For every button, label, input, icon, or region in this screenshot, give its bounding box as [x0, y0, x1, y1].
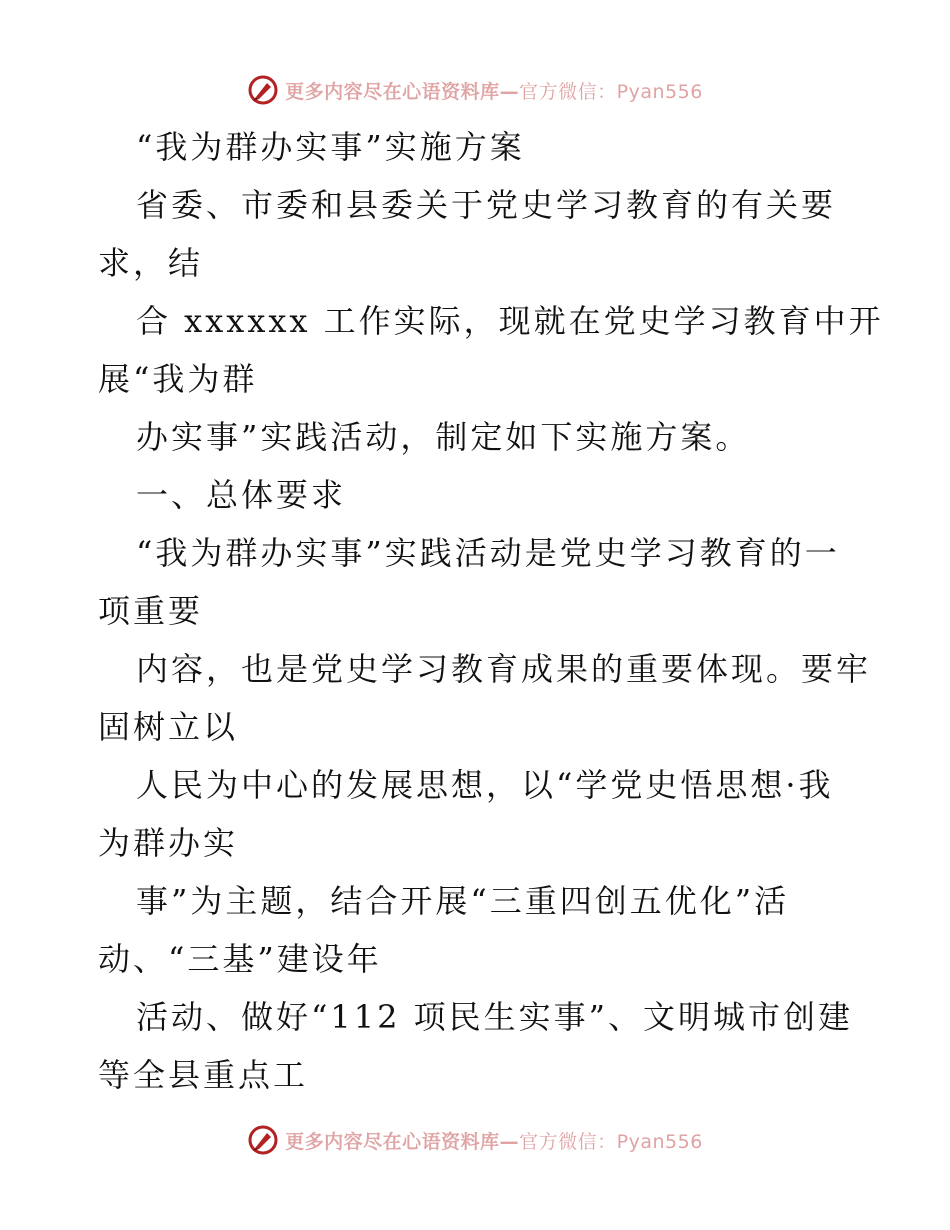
document-line: 合 xxxxxx 工作实际，现就在党史学习教育中开 — [136, 302, 884, 340]
document-line: 活动、做好“112 项民生实事”、文明城市创建 — [136, 998, 853, 1036]
pen-nib-circle-icon — [247, 74, 279, 106]
document-line: 求，结 — [98, 244, 204, 282]
document-line: 动、“三基”建设年 — [98, 940, 382, 978]
document-line: “我为群办实事”实施方案 — [136, 128, 525, 166]
watermark-text: 更多内容尽在心语资料库—官方微信：Pyan556 — [285, 80, 703, 103]
watermark-text: 更多内容尽在心语资料库—官方微信：Pyan556 — [285, 1130, 703, 1153]
document-line: 事”为主题，结合开展“三重四创五优化”活 — [136, 882, 790, 920]
document-line: 等全县重点工 — [98, 1056, 309, 1094]
document-line: 展“我为群 — [98, 360, 258, 398]
document-body — [98, 118, 884, 1104]
footer-watermark-banner — [0, 1120, 950, 1160]
document-line: 省委、市委和县委关于党史学习教育的有关要 — [136, 186, 837, 224]
document-line: 一、总体要求 — [136, 476, 347, 514]
document-line: “我为群办实事”实践活动是党史学习教育的一 — [136, 534, 840, 572]
document-line: 人民为中心的发展思想，以“学党史悟思想·我 — [136, 766, 834, 804]
document-line: 办实事”实践活动，制定如下实施方案。 — [136, 418, 751, 456]
document-line: 为群办实 — [98, 824, 239, 862]
header-watermark-banner — [0, 70, 950, 110]
pen-nib-circle-icon — [247, 1124, 279, 1156]
document-line: 项重要 — [98, 592, 204, 630]
document-line: 固树立以 — [98, 708, 239, 746]
document-line: 内容，也是党史学习教育成果的重要体现。要牢 — [136, 650, 872, 688]
